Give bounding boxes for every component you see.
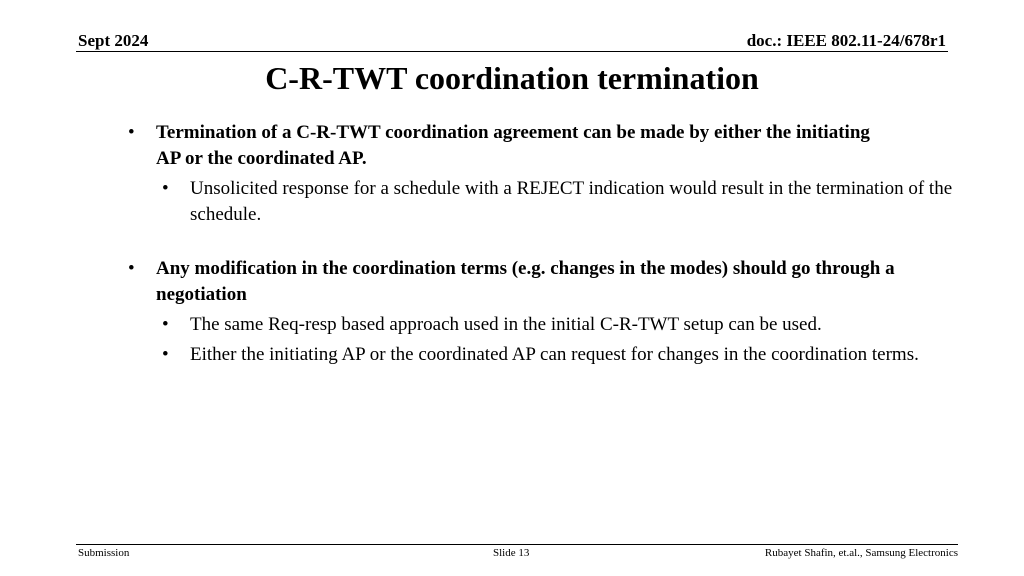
sub-bullet-unsolicited-response [162,176,970,228]
footer-slide-number: Slide 13 [493,547,530,559]
header-divider [76,51,948,52]
bullet-text: Termination of a C-R-TWT coordination agreement can be made by either the initiating AP or the coordinated AP. [156,122,870,169]
bullet-icon: • [162,178,169,199]
bullet-modification [128,256,896,308]
header-date: Sept 2024 [78,31,149,50]
sub-bullet-request-changes [162,342,970,368]
bullet-icon: • [128,258,135,279]
bullet-icon: • [128,122,135,143]
footer-divider [76,544,958,545]
bullet-icon: • [162,344,169,365]
bullet-termination [128,120,896,172]
spacer [0,228,1024,256]
slide-body [0,120,1024,368]
slide-title: C-R-TWT coordination termination [265,60,759,96]
sub-bullet-text: Unsolicited response for a schedule with a REJECT indication would result in the termination of the schedule. [190,178,953,225]
sub-bullet-text: Either the initiating AP or the coordinated AP can request for changes in the coordination terms. [190,344,919,365]
header-doc-id: doc.: IEEE 802.11-24/678r1 [746,31,946,50]
footer-author: Rubayet Shafin, et.al., Samsung Electronics [764,547,958,559]
footer-submission: Submission [78,547,130,559]
sub-bullet-text: The same Req-resp based approach used in the initial C-R-TWT setup can be used. [190,314,822,335]
bullet-text: Any modification in the coordination terms (e.g. changes in the modes) should go through a negotiation [156,258,895,305]
bullet-icon: • [162,314,169,335]
sub-bullet-req-resp [162,312,970,338]
